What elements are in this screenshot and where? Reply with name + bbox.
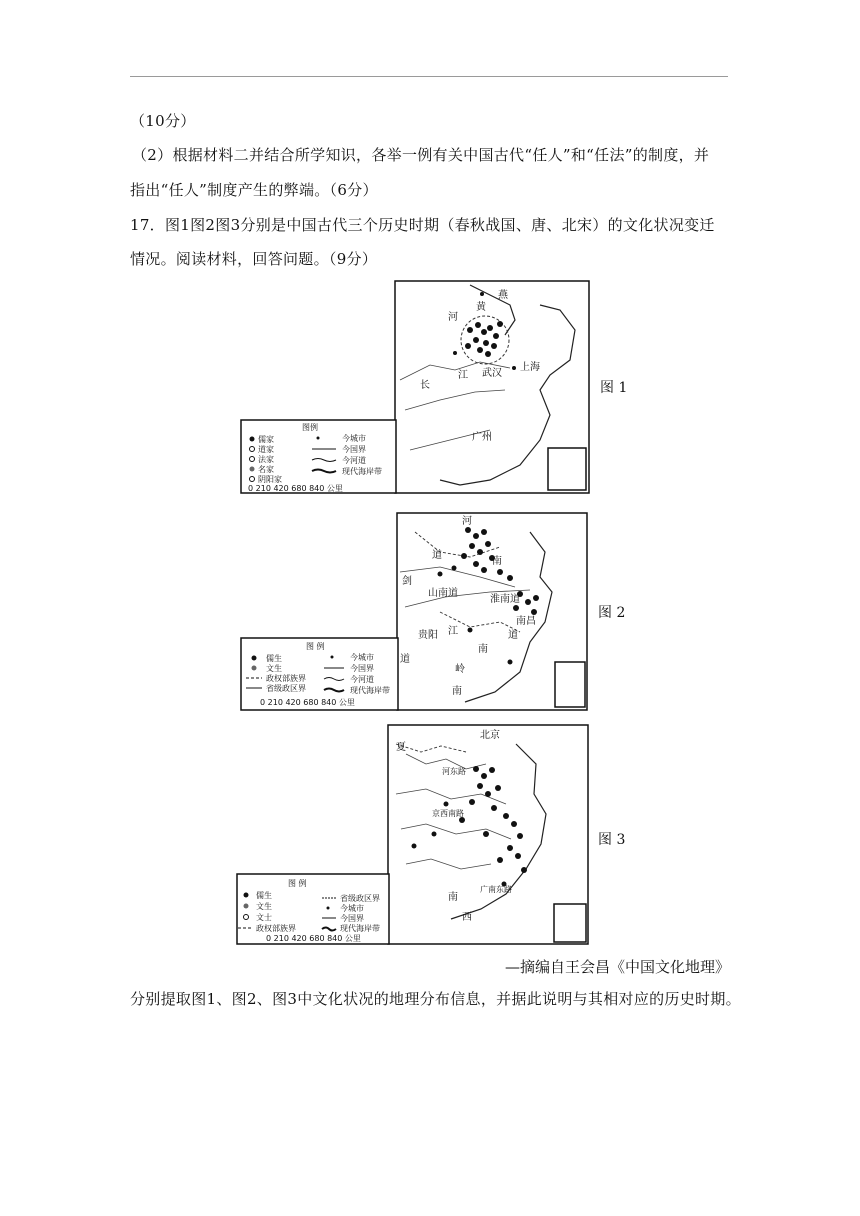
place-name: 南 [452, 686, 462, 697]
place-name: 南 [478, 644, 488, 655]
question-17-text: 17．图1图2图3分别是中国古代三个历史时期（春秋战国、唐、北宋）的文化状况变迁 [130, 216, 715, 234]
legend-item: 今城市 [340, 904, 364, 913]
place-name: 上海 [520, 362, 540, 373]
legend-item: 今河道 [342, 456, 366, 465]
legend-item: 政权部族界 [256, 924, 296, 933]
legend-title: 图例 [302, 423, 318, 432]
scale-bar: 0 210 420 680 840 公里 [260, 698, 355, 707]
legend-item: 今城市 [342, 434, 366, 443]
place-name: 南 [492, 556, 502, 567]
question-17-text-cont: 情况。阅读材料，回答问题。（9分） [130, 250, 378, 268]
legend-item: 今河道 [350, 675, 374, 684]
legend-item: 省级政区界 [266, 684, 306, 693]
place-name: 京西南路 [432, 809, 464, 818]
legend-item: 儒生 [256, 891, 272, 900]
legend-item: 现代海岸带 [340, 924, 380, 933]
place-name: 广州 [472, 432, 492, 443]
place-name: 贵阳 [418, 630, 438, 641]
legend-item: 文生 [256, 902, 272, 911]
figure-3-map [236, 724, 590, 946]
legend-item: 文生 [266, 664, 282, 673]
legend-item: 儒家 [258, 435, 274, 444]
legend-item: 法家 [258, 455, 274, 464]
legend-item: 今国界 [350, 664, 374, 673]
legend-title: 图 例 [306, 642, 325, 651]
place-name: 广南东路 [480, 885, 512, 894]
source-citation: —摘编自王会昌《中国文化地理》 [504, 958, 730, 976]
place-name: 北京 [480, 730, 500, 741]
place-name: 长 [420, 380, 430, 391]
legend-item: 今国界 [342, 445, 366, 454]
question-17-prompt: 分别提取图1、图2、图3中文化状况的地理分布信息，并据此说明与其相对应的历史时期。 [130, 990, 741, 1008]
legend-title: 图 例 [288, 879, 307, 888]
legend-item: 儒生 [266, 654, 282, 663]
place-name: 南 [448, 892, 458, 903]
place-name: 山南道 [428, 588, 458, 599]
place-name: 黄 [476, 302, 486, 313]
place-name: 道 [400, 654, 410, 665]
place-name: 淮南道 [490, 594, 520, 605]
place-name: 南昌 [516, 616, 536, 627]
legend-item: 今城市 [350, 653, 374, 662]
place-name: 道 [508, 630, 518, 641]
legend-item: 名家 [258, 465, 274, 474]
place-name: 江 [448, 626, 458, 637]
place-name: 西 [462, 912, 472, 923]
figure-2-label: 图 2 [598, 605, 626, 621]
legend-item: 道家 [258, 445, 274, 454]
legend-item: 现代海岸带 [342, 467, 382, 476]
figure-3-label: 图 3 [598, 832, 626, 848]
score-line: （10分） [130, 112, 196, 130]
scale-bar: 0 210 420 680 840 公里 [248, 484, 343, 493]
figure-1-label: 图 1 [600, 380, 628, 396]
header-rule [130, 76, 728, 77]
figure-2-map [240, 512, 590, 712]
place-name: 道 [432, 550, 442, 561]
place-name: 剑 [402, 576, 412, 587]
place-name: 武汉 [482, 368, 502, 379]
figure-1-map [240, 280, 590, 495]
legend-item: 今国界 [340, 914, 364, 923]
legend-item: 现代海岸带 [350, 686, 390, 695]
place-name: 河东路 [442, 767, 466, 776]
place-name: 河 [448, 312, 458, 323]
place-name: 河 [462, 516, 472, 527]
place-name: 燕 [498, 290, 508, 301]
legend-item: 文士 [256, 913, 272, 922]
place-name: 岭 [455, 664, 465, 675]
place-name: 夏 [396, 742, 406, 753]
legend-item: 政权部族界 [266, 674, 306, 683]
scale-bar: 0 210 420 680 840 公里 [266, 934, 361, 943]
place-name: 江 [458, 370, 468, 381]
question-2-text: （2）根据材料二并结合所学知识，各举一例有关中国古代“任人”和“任法”的制度，并 [132, 146, 710, 164]
legend-item: 阴阳家 [258, 475, 282, 484]
question-2-text-cont: 指出“任人”制度产生的弊端。（6分） [130, 181, 378, 199]
legend-item: 省级政区界 [340, 894, 380, 903]
